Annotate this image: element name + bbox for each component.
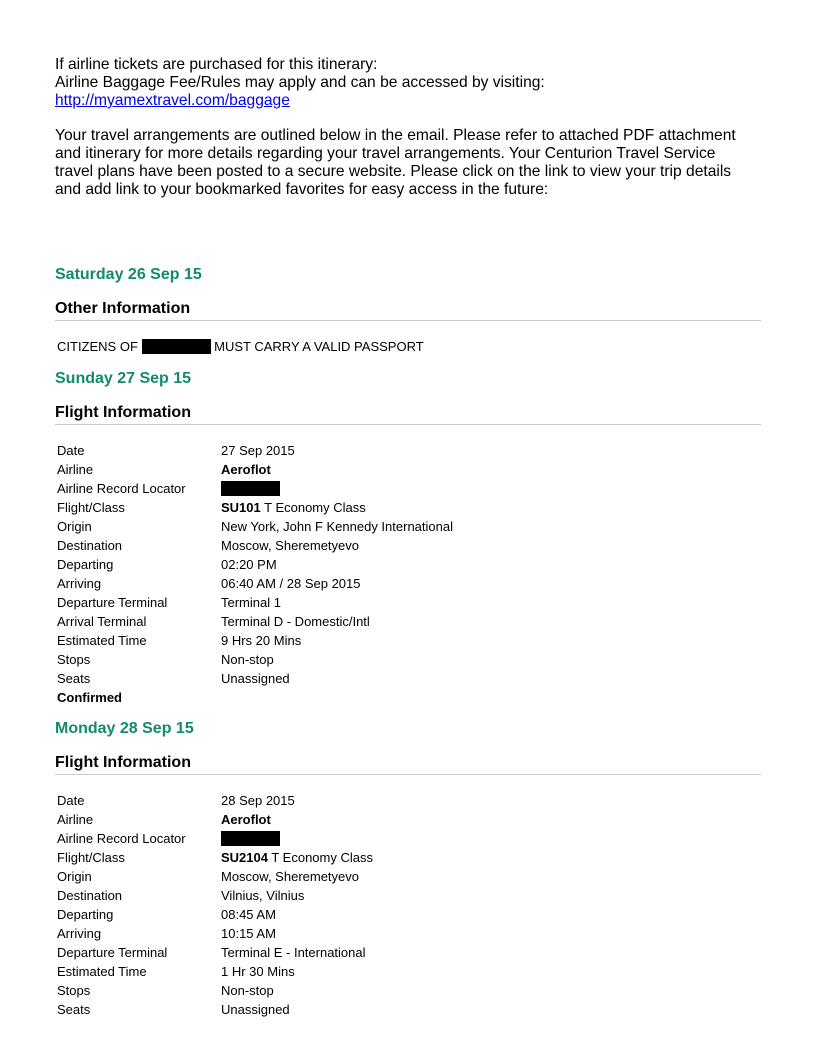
flight-class: T Economy Class [260,500,366,515]
row-value [221,850,373,865]
passport-notice [57,339,424,354]
flight1-row-departure-terminal [57,595,657,614]
row-value: Non-stop [221,652,274,667]
flight2-row-arriving [57,926,657,945]
flight1-row-estimated-time [57,633,657,652]
flight1-row-date [57,443,657,462]
flight1-row-arrival-terminal [57,614,657,633]
row-value: 28 Sep 2015 [221,793,295,808]
row-label: Stops [57,652,91,667]
row-label: Flight/Class [57,850,125,865]
flight-number: SU2104 [221,850,268,865]
flight1-row-seats [57,671,657,690]
flight1-row-locator [57,481,657,500]
flight2-row-seats [57,1002,657,1021]
flight2-row-stops [57,983,657,1002]
row-label: Stops [57,983,91,998]
row-value: 06:40 AM / 28 Sep 2015 [221,576,361,591]
baggage-notice [55,56,545,110]
paragraph-line: Your travel arrangements are outlined below in the email. Please refer to attached PDF attachment [55,127,736,144]
row-value: New York, John F Kennedy International [221,519,453,534]
row-value [221,500,366,515]
row-value [221,481,280,499]
flight2-row-flight-class [57,850,657,869]
day-heading-sunday: Sunday 27 Sep 15 [55,370,192,387]
flight2-row-origin [57,869,657,888]
arrangements-paragraph [55,127,775,199]
flight1-row-flight-class [57,500,657,519]
flight2-row-date [57,793,657,812]
paragraph-line: travel plans have been posted to a secure website. Please click on the link to view your trip details [55,163,732,180]
row-value: Aeroflot [221,462,271,477]
status-label: Confirmed [57,690,122,705]
flight2-row-departure-terminal [57,945,657,964]
row-value: Moscow, Sheremetyevo [221,869,360,884]
row-value: 27 Sep 2015 [221,443,295,458]
row-label: Arriving [57,576,102,591]
row-label: Estimated Time [57,964,147,979]
flight2-row-departing [57,907,657,926]
row-label: Date [57,793,85,808]
day-heading-monday: Monday 28 Sep 15 [55,720,194,737]
flight-class: T Economy Class [267,850,373,865]
row-label: Origin [57,869,92,884]
row-value: Vilnius, Vilnius [221,888,305,903]
section-title-other-information: Other Information [55,300,191,317]
baggage-link[interactable]: http://myamextravel.com/baggage [55,92,290,109]
row-label: Destination [57,888,123,903]
flight1-row-stops [57,652,657,671]
flight2-row-airline [57,812,657,831]
row-label: Airline [57,462,94,477]
row-value: Unassigned [221,671,290,686]
flight1-row-arriving [57,576,657,595]
section-title-flight-information: Flight Information [55,754,191,771]
row-label: Airline Record Locator [57,831,186,846]
row-label: Arriving [57,926,102,941]
passport-notice-suffix: MUST CARRY A VALID PASSPORT [214,339,424,354]
row-label: Departure Terminal [57,945,168,960]
row-value: 10:15 AM [221,926,276,941]
section-divider [55,774,761,775]
row-value: Terminal E - International [221,945,366,960]
row-label: Estimated Time [57,633,147,648]
baggage-notice-line-1: If airline tickets are purchased for this itinerary: [55,56,378,73]
row-label: Seats [57,1002,91,1017]
flight2-row-estimated-time [57,964,657,983]
row-value: 08:45 AM [221,907,276,922]
redaction-block [221,481,280,496]
row-label: Date [57,443,85,458]
row-label: Airline Record Locator [57,481,186,496]
row-label: Departing [57,557,114,572]
row-value: Moscow, Sheremetyevo [221,538,360,553]
flight1-row-destination [57,538,657,557]
flight1-row-origin [57,519,657,538]
baggage-notice-line-2: Airline Baggage Fee/Rules may apply and can be accessed by visiting: [55,74,545,91]
section-title-flight-information: Flight Information [55,404,191,421]
row-value: Aeroflot [221,812,271,827]
row-label: Departing [57,907,114,922]
flight1-row-departing [57,557,657,576]
row-value: 9 Hrs 20 Mins [221,633,302,648]
row-value: Terminal 1 [221,595,281,610]
flight1-row-airline [57,462,657,481]
section-divider [55,424,761,425]
flight2-row-locator [57,831,657,850]
redaction-block [221,831,280,846]
paragraph-line: and itinerary for more details regarding your travel arrangements. Your Centurion Travel Service [55,145,716,162]
row-value [221,831,280,849]
flight2-row-destination [57,888,657,907]
row-label: Departure Terminal [57,595,168,610]
row-value: Unassigned [221,1002,290,1017]
row-label: Destination [57,538,123,553]
paragraph-line: and add link to your bookmarked favorites for easy access in the future: [55,181,549,198]
row-value: Terminal D - Domestic/Intl [221,614,370,629]
row-label: Flight/Class [57,500,125,515]
redaction-block [142,339,211,354]
row-label: Origin [57,519,92,534]
passport-notice-prefix: CITIZENS OF [57,339,138,354]
flight1-status [57,690,657,709]
row-value: 1 Hr 30 Mins [221,964,295,979]
row-label: Seats [57,671,91,686]
flight-number: SU101 [221,500,261,515]
row-label: Arrival Terminal [57,614,147,629]
day-heading-saturday: Saturday 26 Sep 15 [55,266,202,283]
section-divider [55,320,761,321]
row-label: Airline [57,812,94,827]
row-value: 02:20 PM [221,557,277,572]
row-value: Non-stop [221,983,274,998]
